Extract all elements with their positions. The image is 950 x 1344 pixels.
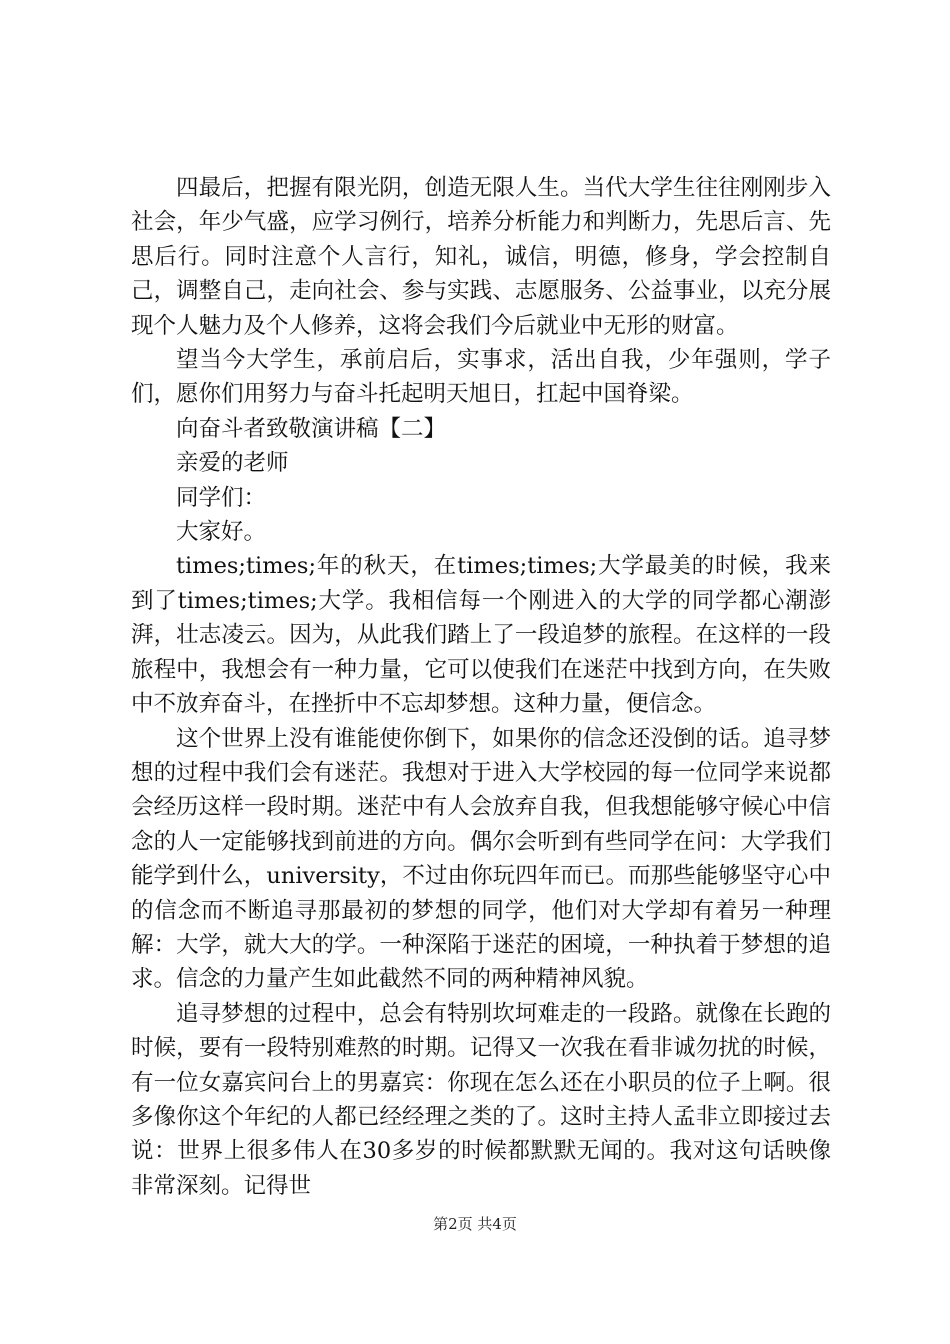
paragraph: 这个世界上没有谁能使你倒下，如果你的信念还没倒的话。追寻梦想的过程中我们会有迷茫。我想对于进入大学校园的每一位同学来说都会经历这样一段时期。迷茫中有人会放弃自我，但我想能够守候心中信念的人一定能够找到前进的方向。偶尔会听到有些同学在问：大学我们能学到什么，university，不过由你玩四年而已。而那些能够坚守心中的信念而不断追寻那最初的梦想的同学，他们对大学却有着另一种理解：大学，就大大的学。一种深陷于迷茫的困境，一种执着于梦想的追求。信念的力量产生如此截然不同的两种精神风貌。	[131, 725, 831, 993]
paragraph: 四最后，把握有限光阴，创造无限人生。当代大学生往往刚刚步入社会，年少气盛，应学习例行，培养分析能力和判断力，先思后言、先思后行。同时注意个人言行，知礼，诚信，明德，修身，学会控制自己，调整自己，走向社会、参与实践、志愿服务、公益事业，以充分展现个人魅力及个人修养，这将会我们今后就业中无形的财富。	[131, 175, 831, 339]
paragraph: 追寻梦想的过程中，总会有特别坎坷难走的一段路。就像在长跑的时候，要有一段特别难熬的时期。记得又一次我在看非诚勿扰的时候，有一位女嘉宾问台上的男嘉宾：你现在怎么还在小职员的位子上啊。很多像你这个年纪的人都已经经理之类的了。这时主持人孟非立即接过去说：世界上很多伟人在30多岁的时候都默默无闻的。我对这句话映像非常深刻。记得世	[131, 1000, 831, 1199]
document-body	[131, 171, 831, 1203]
salutation: 同学们：	[176, 484, 267, 511]
paragraph: 望当今大学生，承前启后，实事求，活出自我，少年强则，学子们，愿你们用努力与奋斗托起明天旭日，扛起中国脊梁。	[131, 347, 831, 408]
page-number-footer: 第2页 共4页	[433, 1215, 517, 1233]
paragraph: times;times;年的秋天，在times;times;大学最美的时候，我来到了times;times;大学。我相信每一个刚进入的大学的同学都心潮澎湃，壮志凌云。因为，从此我们踏上了一段追梦的旅程。在这样的一段旅程中，我想会有一种力量，它可以使我们在迷茫中找到方向，在失败中不放弃奋斗，在挫折中不忘却梦想。这种力量，便信念。	[131, 553, 831, 718]
section-heading: 向奋斗者致敬演讲稿【二】	[176, 415, 447, 442]
salutation: 亲爱的老师	[176, 450, 289, 477]
greeting: 大家好。	[176, 519, 267, 546]
